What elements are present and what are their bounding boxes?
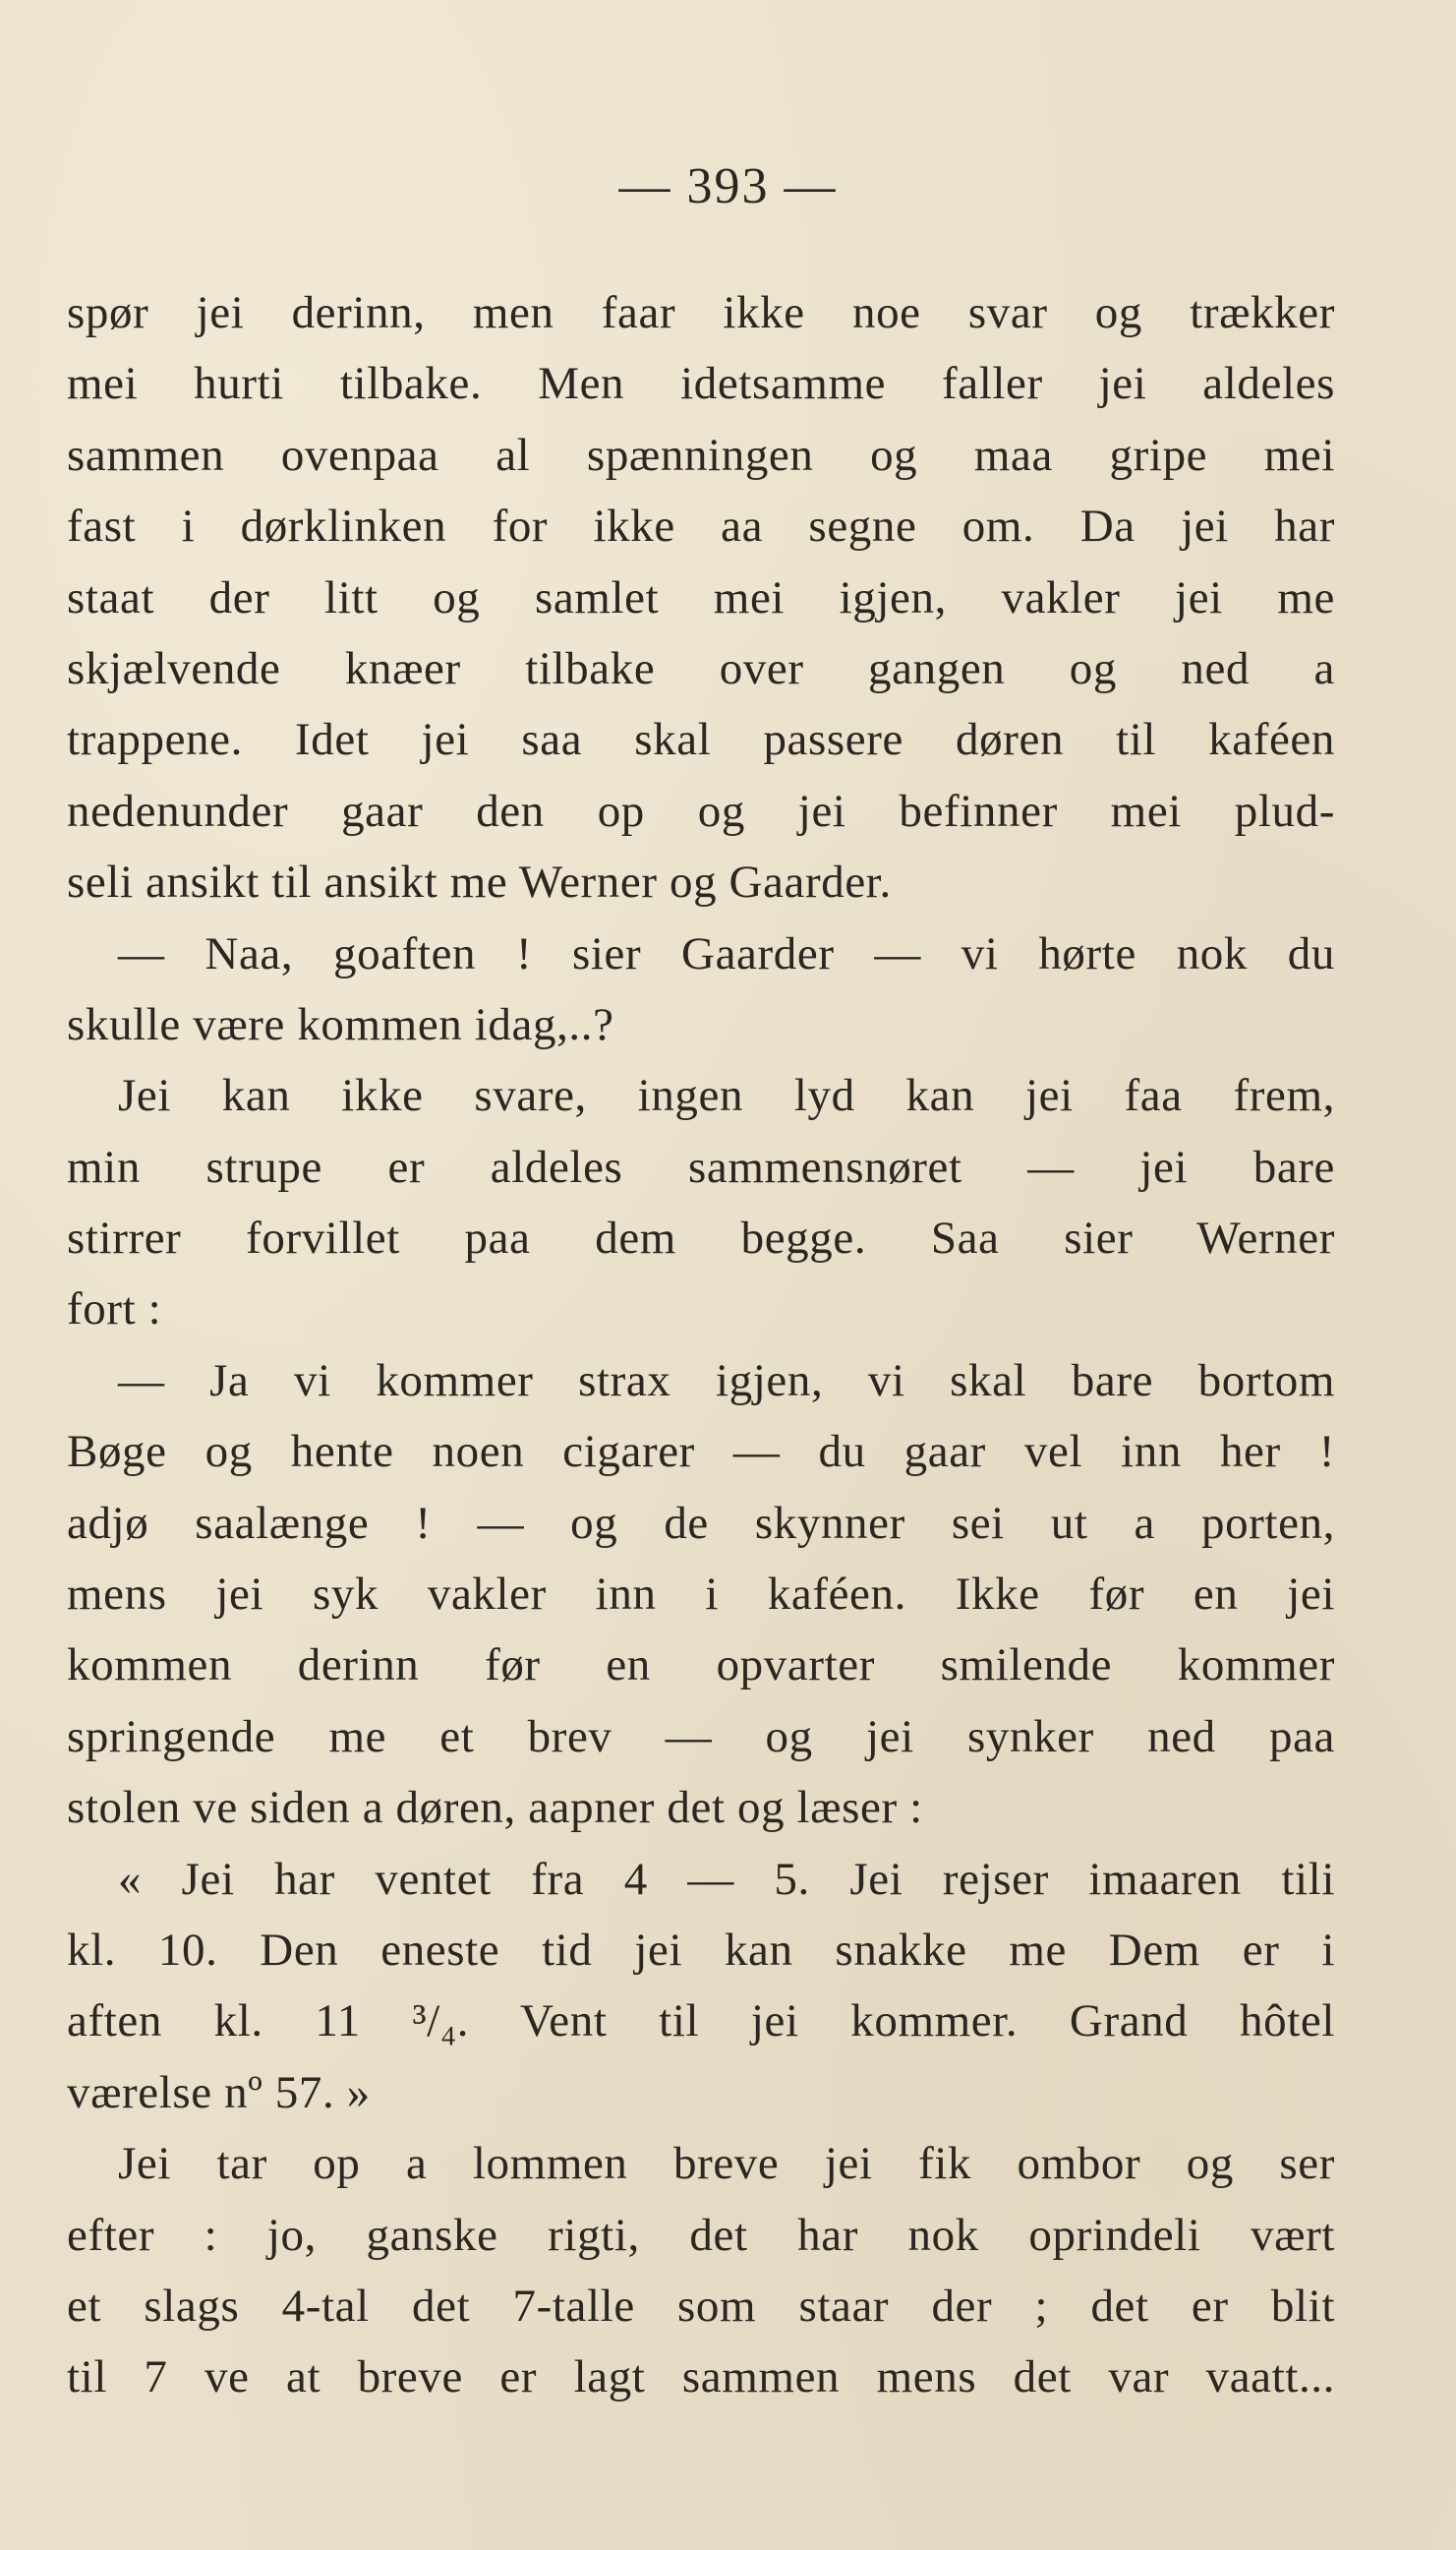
text-line: min strupe er aldeles sammensnøret — jei bare	[67, 1141, 1335, 1193]
text-line: « Jei har ventet fra 4 — 5. Jei rejser imaaren tili	[118, 1853, 1335, 1905]
text-line: nedenunder gaar den op og jei befinner mei plud-	[67, 785, 1335, 837]
text-line: trappene. Idet jei saa skal passere døren til kaféen	[67, 714, 1335, 766]
text-line: stolen ve siden a døren, aapner det og læser :	[67, 1782, 923, 1834]
text-line: fort :	[67, 1283, 162, 1335]
text-line: — Naa, goaften ! sier Gaarder — vi hørte nok du	[118, 927, 1335, 979]
text-line: spør jei derinn, men faar ikke noe svar og trækker	[67, 287, 1335, 338]
page-number: — 393 —	[618, 158, 838, 214]
text-line: sammen ovenpaa al spænningen og maa gripe mei	[67, 429, 1335, 481]
text-line: til 7 ve at breve er lagt sammen mens det var vaatt...	[67, 2351, 1335, 2403]
text-line: kl. 10. Den eneste tid jei kan snakke me Dem er i	[67, 1924, 1335, 1976]
text-line: efter : jo, ganske rigti, det har nok oprindeli vært	[67, 2209, 1335, 2261]
text-line: mens jei syk vakler inn i kaféen. Ikke før en jei	[67, 1569, 1335, 1621]
text-line: værelse nº 57. »	[67, 2066, 371, 2118]
text-line: fast i dørklinken for ikke aa segne om. Da jei har	[67, 501, 1335, 553]
body-text	[67, 277, 1335, 2413]
text-line: skjælvende knæer tilbake over gangen og ned a	[67, 642, 1335, 694]
text-line: skulle være kommen idag,..?	[67, 998, 614, 1050]
text-line: mei hurti tilbake. Men idetsamme faller jei aldeles	[67, 358, 1335, 410]
text-line: adjø saalænge ! — og de skynner sei ut a porten,	[67, 1497, 1335, 1549]
text-line: et slags 4-tal det 7-talle som staar der ; det er blit	[67, 2280, 1335, 2332]
text-line: springende me et brev — og jei synker ned paa	[67, 1710, 1335, 1762]
text-line: Jei kan ikke svare, ingen lyd kan jei faa frem,	[118, 1070, 1335, 1122]
text-line: Bøge og hente noen cigarer — du gaar vel inn her !	[67, 1426, 1335, 1478]
text-line: staat der litt og samlet mei igjen, vakler jei me	[67, 571, 1335, 623]
text-line: aften kl. 11 ³/₄. Vent til jei kommer. Grand hôtel	[67, 1995, 1335, 2047]
text-line: Jei tar op a lommen breve jei fik ombor og ser	[118, 2138, 1335, 2190]
text-line: seli ansikt til ansikt me Werner og Gaarder.	[67, 857, 892, 909]
text-line: kommen derinn før en opvarter smilende kommer	[67, 1639, 1335, 1691]
text-line: — Ja vi kommer strax igjen, vi skal bare bortom	[118, 1354, 1335, 1406]
text-line: stirrer forvillet paa dem begge. Saa sier Werner	[67, 1213, 1335, 1265]
